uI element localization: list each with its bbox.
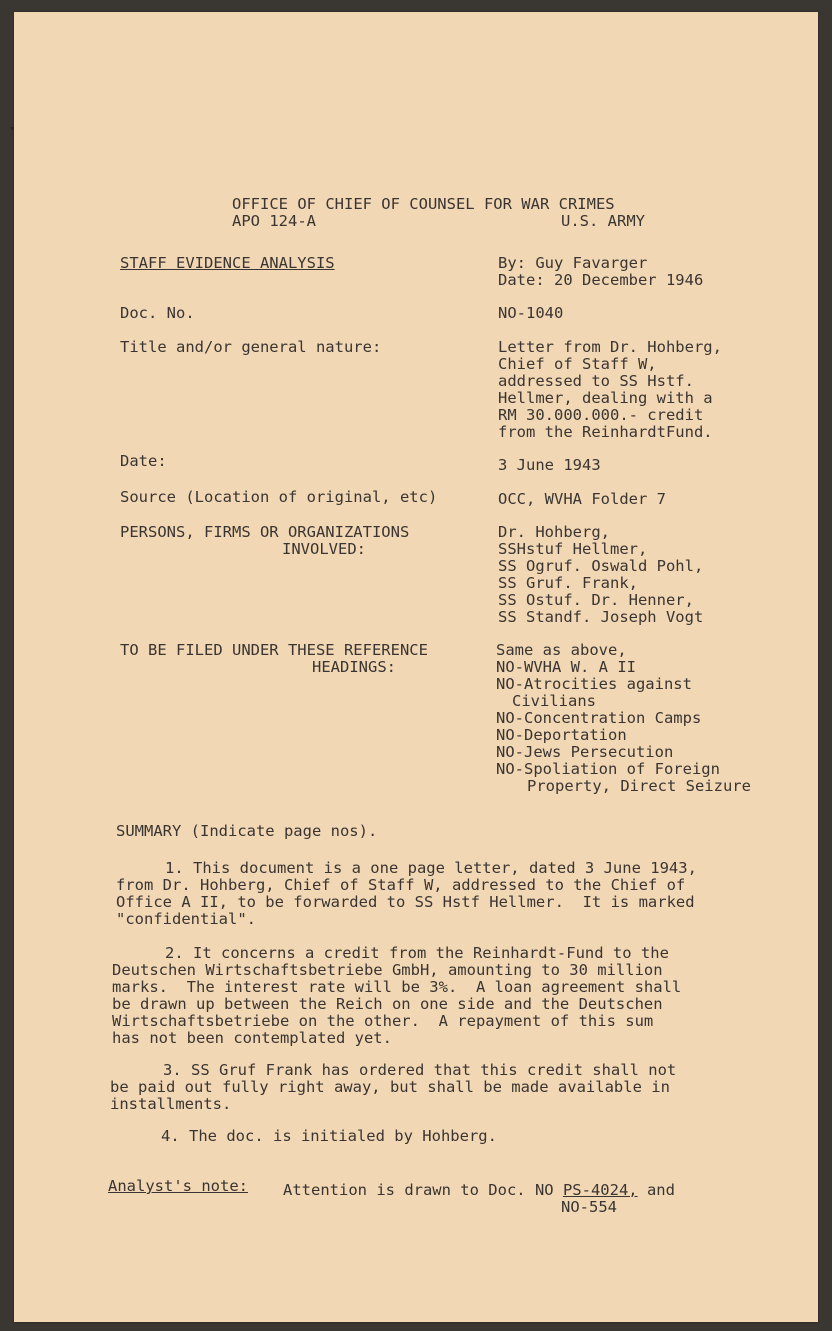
doc-no-value: NO-1040 [498, 304, 564, 322]
analyst-by: By: Guy Favarger [498, 254, 648, 272]
analyst-note-label: Analyst's note: [108, 1177, 248, 1195]
header-office-line: OFFICE OF CHIEF OF COUNSEL FOR WAR CRIMES [232, 195, 615, 213]
note-text-suffix: and [637, 1181, 675, 1199]
title-line: Letter from Dr. Hohberg, [498, 338, 722, 356]
summary-p4: 4. The doc. is initialed by Hohberg. [161, 1127, 497, 1145]
summary-heading: SUMMARY (Indicate page nos). [116, 822, 378, 840]
staff-evidence-heading: STAFF EVIDENCE ANALYSIS [120, 254, 335, 272]
note-text-prefix: Attention is drawn to Doc. NO [283, 1181, 563, 1199]
heading-item: NO-WVHA W. A II [496, 658, 636, 676]
source-label: Source (Location of original, etc) [120, 488, 438, 506]
summary-p1-line: "confidential". [116, 910, 256, 928]
filed-label: HEADINGS: [312, 658, 396, 676]
heading-item: NO-Concentration Camps [496, 709, 702, 727]
person-item: Dr. Hohberg, [498, 523, 610, 541]
title-line: addressed to SS Hstf. [498, 372, 694, 390]
summary-p1-line: from Dr. Hohberg, Chief of Staff W, addressed to the Chief of [116, 876, 686, 894]
header-apo: APO 124-A [232, 212, 316, 230]
person-item: SS Ostuf. Dr. Henner, [498, 591, 694, 609]
analysis-date: Date: 20 December 1946 [498, 271, 704, 289]
filed-label: TO BE FILED UNDER THESE REFERENCE [120, 641, 428, 659]
heading-item: Civilians [512, 692, 596, 710]
summary-p2-line: Wirtschaftsbetriebe on the other. A repayment of this sum [112, 1012, 654, 1030]
title-line: Hellmer, dealing with a [498, 389, 713, 407]
heading-item: NO-Deportation [496, 726, 627, 744]
summary-p3-line: be paid out fully right away, but shall be made available in [110, 1078, 670, 1096]
title-line: Chief of Staff W, [498, 355, 657, 373]
date-value: 3 June 1943 [498, 456, 601, 474]
heading-item: NO-Spoliation of Foreign [496, 760, 720, 778]
title-line: RM 30.000.000.- credit [498, 406, 704, 424]
summary-p1-line: 1. This document is a one page letter, dated 3 June 1943, [165, 859, 697, 877]
person-item: SS Standf. Joseph Vogt [498, 608, 704, 626]
source-value: OCC, WVHA Folder 7 [498, 490, 666, 508]
summary-p2-line: marks. The interest rate will be 3%. A loan agreement shall [112, 978, 682, 996]
note-ref-no554: NO-554 [561, 1198, 617, 1216]
title-line: from the ReinhardtFund. [498, 423, 713, 441]
heading-item: Same as above, [496, 641, 627, 659]
summary-p1-line: Office A II, to be forwarded to SS Hstf Hellmer. It is marked [116, 893, 695, 911]
title-label: Title and/or general nature: [120, 338, 382, 356]
person-item: SS Ogruf. Oswald Pohl, [498, 557, 704, 575]
summary-p3-line: installments. [110, 1095, 232, 1113]
summary-p2-line: be drawn up between the Reich on one side and the Deutschen [112, 995, 663, 1013]
summary-p2-line: has not been contemplated yet. [112, 1029, 392, 1047]
analyst-note-text [283, 1182, 675, 1199]
persons-label: PERSONS, FIRMS OR ORGANIZATIONS [120, 523, 410, 541]
summary-p2-line: 2. It concerns a credit from the Reinhardt-Fund to the [165, 944, 669, 962]
note-ref-ps4024: PS-4024, [562, 1181, 638, 1199]
heading-item: NO-Jews Persecution [496, 743, 674, 761]
header-army: U.S. ARMY [561, 212, 645, 230]
person-item: SS Gruf. Frank, [498, 574, 638, 592]
persons-label: INVOLVED: [282, 540, 366, 558]
date-label: Date: [120, 452, 167, 470]
person-item: SSHstuf Hellmer, [498, 540, 648, 558]
doc-no-label: Doc. No. [120, 304, 195, 322]
summary-p3-line: 3. SS Gruf Frank has ordered that this credit shall not [163, 1061, 677, 1079]
heading-item: NO-Atrocities against [496, 675, 692, 693]
heading-item: Property, Direct Seizure [527, 777, 751, 795]
summary-p2-line: Deutschen Wirtschaftsbetriebe GmbH, amounting to 30 million [112, 961, 663, 979]
